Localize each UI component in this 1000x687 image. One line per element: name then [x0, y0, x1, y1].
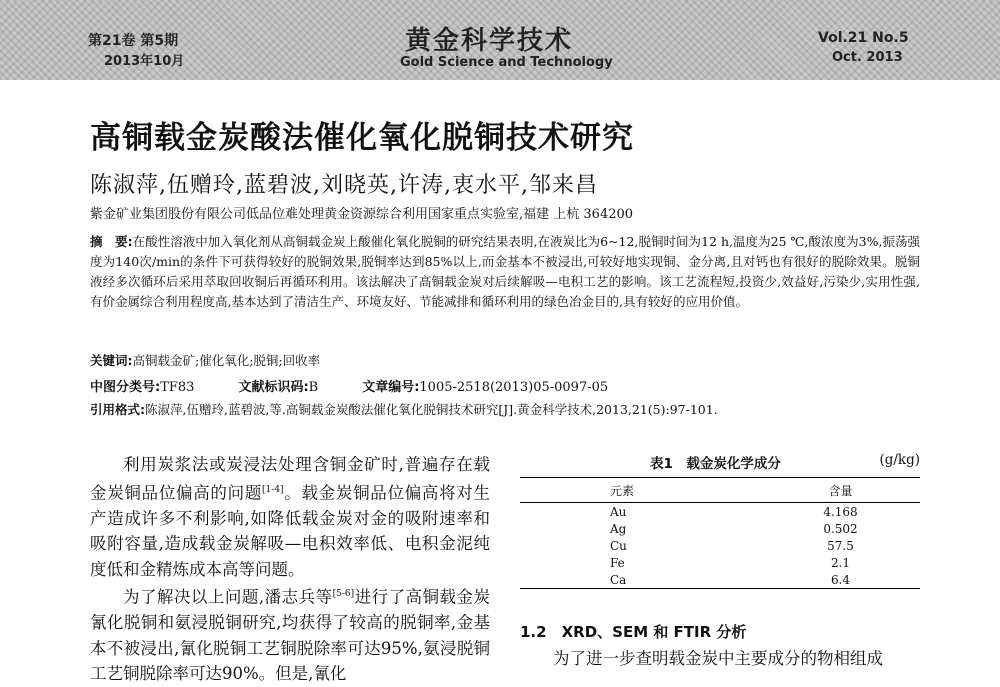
abstract-label: 摘 要: — [90, 234, 133, 249]
doc-code-label: 文献标识码: — [238, 380, 309, 395]
p1-text-b: 。载金炭铜品位偏高将对生产造成许多不利影响,如降低载金炭对金的吸附速率和吸附容量,造成载金炭解吸—电积效率低、电积金泥纯度低和金精炼成本高等问题。 — [90, 483, 491, 579]
article-number-label: 文章编号: — [362, 380, 420, 395]
column-header-element: 元素 — [520, 478, 761, 503]
reference-marker[interactable]: [1-4] — [262, 484, 284, 495]
clc-label: 中图分类号: — [90, 380, 161, 395]
element-cell: Fe — [610, 555, 625, 570]
p2-text-a: 为了解决以上问题,潘志兵等 — [123, 587, 333, 607]
element-cell: Au — [610, 504, 627, 519]
affiliation: 紫金矿业集团股份有限公司低品位难处理黄金资源综合利用国家重点实验室,福建 上杭 364200 — [90, 207, 634, 222]
keywords-label: 关键词: — [90, 353, 133, 368]
content-cell: 2.1 — [830, 555, 851, 570]
body-paragraph-1 — [90, 452, 490, 582]
content-cell: 6.4 — [761, 571, 920, 589]
table-row — [520, 520, 920, 537]
classification-line — [90, 376, 608, 395]
table-row — [520, 554, 920, 571]
content-cell: 0.502 — [823, 521, 858, 536]
abstract — [90, 232, 920, 312]
table-unit: (g/kg) — [879, 452, 920, 468]
issue-number: 第21卷 第5期 — [88, 33, 179, 49]
table-row — [520, 503, 920, 521]
abstract-text: 在酸性溶液中加入氧化剂从高铜载金炭上酸催化氧化脱铜的研究结果表明,在液炭比为6~12,脱铜时间为12 h,温度为25 ℃,酸浓度为3%,振荡强度为140次/min的条件下可获得较好的脱铜效果,脱铜率达到85%以上,而金基本不被浸出,可较好地实现铜、金分离,且对钙也有很好的脱除效果。脱铜液经多次循环后采用萃取回收铜后再循环利用。该法解决了高铜载金炭对后续解吸—电积工艺的影响。该工艺流程短,投资少,效益好,污染少,实用性强,有价金属综合利用程度高,基本达到了清洁生产、环境友好、节能减排和循环利用的绿色冶金目的,具有较好的应用价值。 — [90, 234, 921, 309]
reference-marker[interactable]: [5-6] — [332, 589, 355, 599]
body-text-column-left — [90, 452, 490, 687]
issue-date: 2013年10月 — [104, 54, 185, 69]
citation-text: 陈淑萍,伍赠玲,蓝碧波,等.高铜载金炭酸法催化氧化脱铜技术研究[J].黄金科学技术,2013,21(5):97-101. — [145, 402, 718, 417]
column-header-content: 含量 — [761, 478, 920, 503]
body-paragraph-2 — [90, 582, 490, 687]
author-list: 陈淑萍,伍赠玲,蓝碧波,刘晓英,许涛,衷水平,邹来昌 — [90, 173, 598, 198]
journal-header-banner — [0, 0, 1000, 80]
content-cell: 4.168 — [823, 504, 858, 519]
doc-code-value: B — [308, 380, 319, 395]
citation-label: 引用格式: — [90, 402, 145, 417]
journal-name-en: Gold Science and Technology — [400, 55, 613, 70]
citation — [90, 400, 718, 418]
table-row — [520, 537, 920, 554]
element-cell: Ca — [520, 571, 761, 589]
section-body-text: 为了进一步查明载金炭中主要成分的物相组成 — [553, 649, 883, 668]
clc-value: TF83 — [160, 380, 195, 395]
keywords — [90, 351, 320, 369]
chemical-composition-table — [520, 477, 920, 589]
element-cell: Ag — [610, 521, 627, 536]
paper-title: 高铜载金炭酸法催化氧化脱铜技术研究 — [90, 120, 634, 156]
volume-number: Vol.21 No.5 — [818, 30, 909, 46]
table-caption: 表1 载金炭化学成分 — [650, 456, 781, 472]
element-cell: Cu — [610, 538, 627, 553]
keywords-text: 高铜载金矿;催化氧化;脱铜;回收率 — [132, 353, 321, 368]
table-row — [520, 571, 920, 589]
issue-month: Oct. 2013 — [832, 50, 903, 65]
section-heading: 1.2 XRD、SEM 和 FTIR 分析 — [520, 623, 747, 641]
article-number-value: 1005-2518(2013)05-0097-05 — [419, 380, 609, 395]
journal-name-cn: 黄金科学技术 — [405, 26, 574, 56]
table-header-row — [520, 478, 920, 503]
p1-text-a: 利用炭浆法或炭浸法处理含铜金矿时,普遍存在载金炭铜品位偏高的问题 — [90, 455, 490, 502]
content-cell: 57.5 — [827, 538, 854, 553]
p2-text-b: 进行了高铜载金炭氰化脱铜和氨浸脱铜研究,均获得了较高的脱铜率,金基本不被浸出,氰化脱铜工艺铜脱除率可达95%,氨浸脱铜工艺铜脱除率可达90%。但是,氰化 — [90, 587, 491, 683]
